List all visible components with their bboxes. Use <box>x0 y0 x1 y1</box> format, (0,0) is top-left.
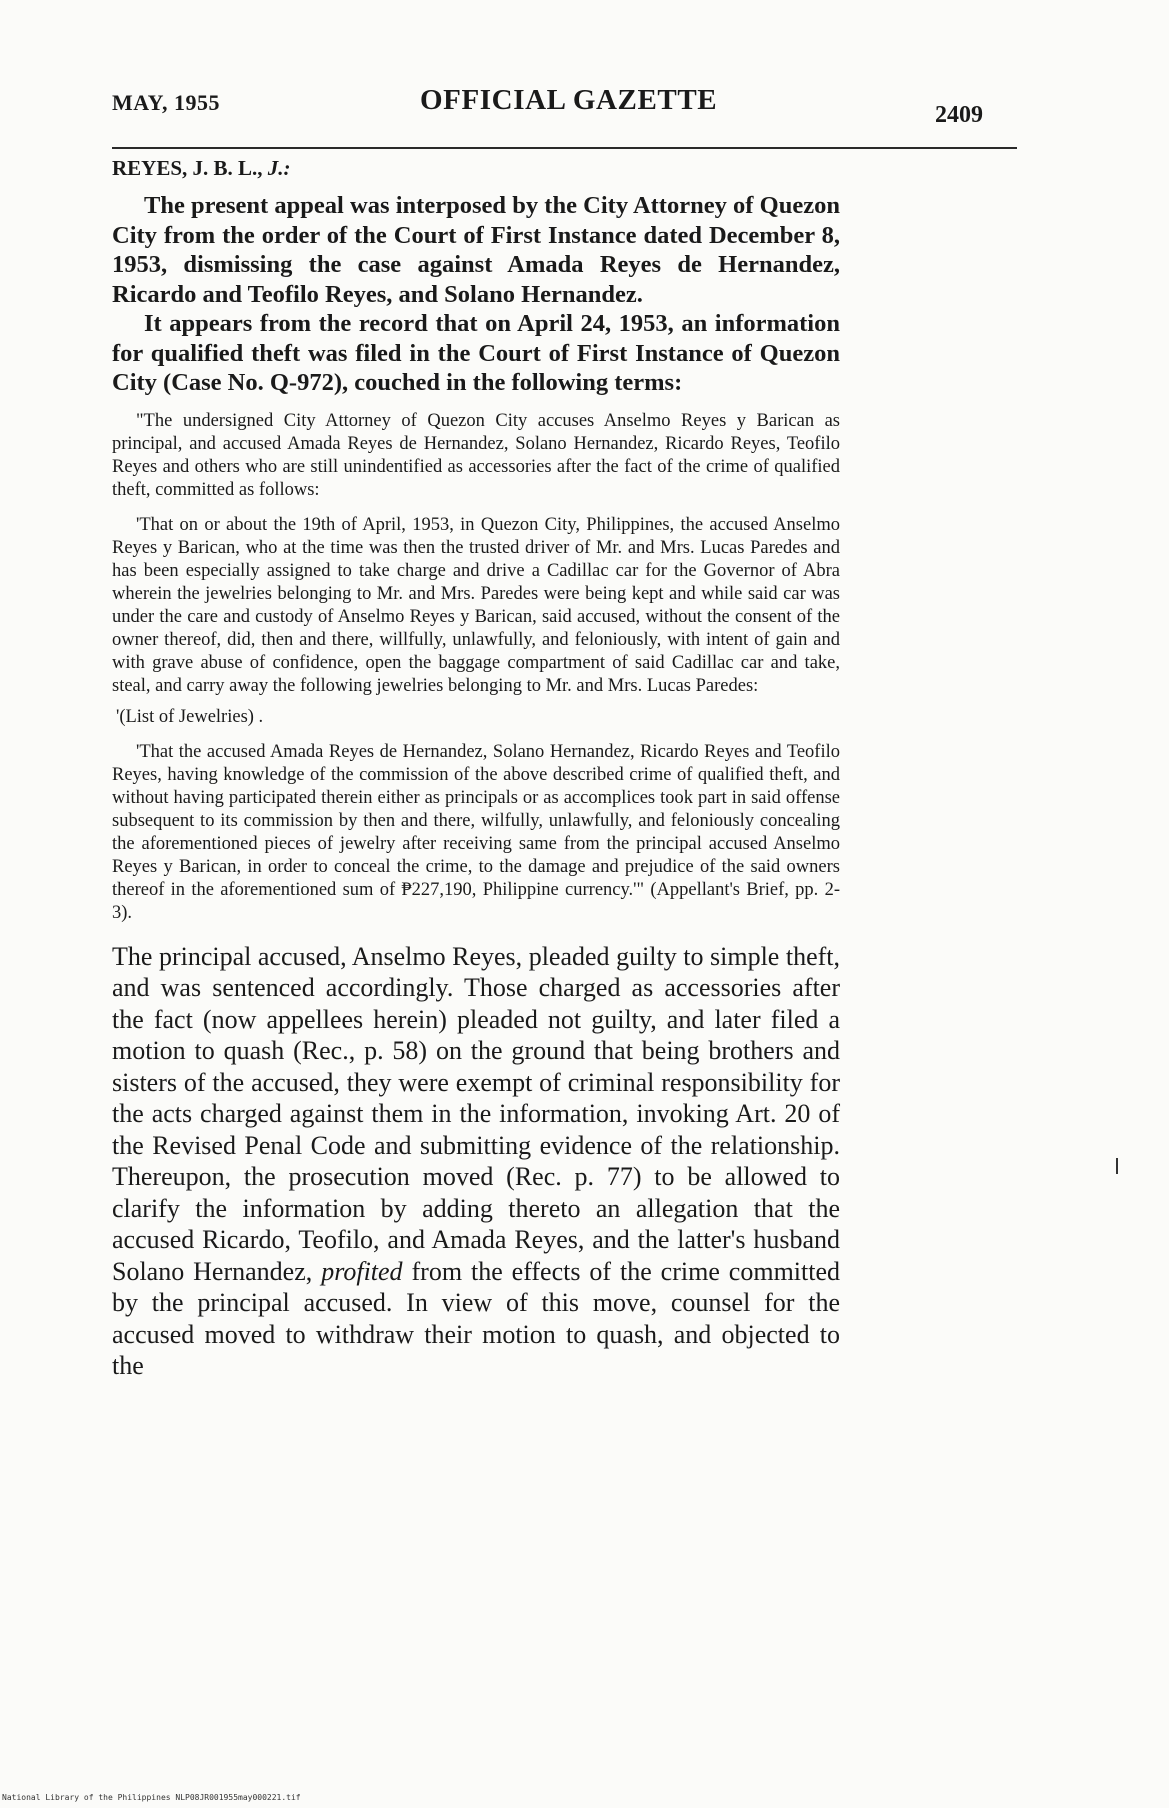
quote-information-intro: "The undersigned City Attorney of Quezon City accuses Anselmo Reyes y Barican as principal, and accused Amada Reyes de Hernandez, Solano Hernandez, Ricardo Reyes, Teofilo Reyes and others who are still unindentified as accessories after the fact of the crime of qualified theft, committed as follows: <box>112 410 840 500</box>
quote-list-of-jewelries: '(List of Jewelries) . <box>116 706 264 727</box>
issue-date: MAY, 1955 <box>112 90 221 115</box>
proceedings-text-b: from the effects of the crime committed by the principal accused. In view of this move, counsel for the accused moved to withdraw their motion to quash, and objected to the <box>112 1256 841 1380</box>
emphasis-profited: profited <box>321 1256 403 1286</box>
paragraph-proceedings <box>112 941 840 1382</box>
page-number: 2409 <box>935 102 983 128</box>
publication-title: OFFICIAL GAZETTE <box>420 84 718 116</box>
justice-byline <box>112 156 840 181</box>
quote-accessories-charge: 'That the accused Amada Reyes de Hernandez, Solano Hernandez, Ricardo Reyes and Teofilo Reyes, having knowledge of the commission of the above described crime of qualified theft, and without having participated therein either as principals or as accomplices took part in said offense subsequent to its commission by then and there, wilfully, unlawfully, and feloniously concealing the aforementioned pieces of jewelry after receiving same from the principal accused Anselmo Reyes y Barican, in order to conceal the crime, to the damage and prejudice of the said owners thereof in the aforementioned sum of ₱227,190, Philippine currency.'" (Appellant's Brief, pp. 2-3). <box>112 741 840 923</box>
scan-footer: National Library of the Philippines NLP08JR001955may000221.tif <box>2 1793 301 1802</box>
page-header <box>0 82 1169 132</box>
paragraph-record: It appears from the record that on April 24, 1953, an information for qualified theft was filed in the Court of First Instance of Quezon City (Case No. Q-972), couched in the following terms: <box>112 310 840 396</box>
header-rule <box>112 147 1017 149</box>
justice-title: J.: <box>267 156 291 180</box>
justice-name: REYES, J. B. L., <box>112 156 263 180</box>
paragraph-appeal: The present appeal was interposed by the City Attorney of Quezon City from the order of the Court of First Instance dated December 8, 1953, dismissing the case against Amada Reyes de Hernandez, Ricardo and Teofilo Reyes, and Solano Hernandez. <box>112 192 840 308</box>
margin-mark <box>1116 1158 1118 1174</box>
quote-principal-charge: 'That on or about the 19th of April, 1953, in Quezon City, Philippines, the accused Anselmo Reyes y Barican, who at the time was then the trusted driver of Mr. and Mrs. Lucas Paredes and has been especially assigned to take charge and drive a Cadillac car for the Governor of Abra wherein the jewelries belonging to Mr. and Mrs. Paredes were being kept and while said car was under the care and custody of Anselmo Reyes y Barican, said accused, without the consent of the owner thereof, did, then and there, willfully, unlawfully, and feloniously, with intent of gain and with grave abuse of confidence, open the baggage compartment of said Cadillac car and take, steal, and carry away the following jewelries belonging to Mr. and Mrs. Lucas Paredes: <box>112 514 840 696</box>
proceedings-text-a: The principal accused, Anselmo Reyes, pleaded guilty to simple theft, and was sentenced accordingly. Those charged as accessories after the fact (now appellees herein) pleaded not guilty, and later filed a motion to quash (Rec., p. 58) on the ground that being brothers and sisters of the accused, they were exempt of criminal responsibility for the acts charged against them in the information, invoking Art. 20 of the Revised Penal Code and submitting evidence of the relationship. Thereupon, the prosecution moved (Rec. p. 77) to be allowed to clarify the information by adding thereto an allegation that the accused Ricardo, Teofilo, and Amada Reyes, and the latter's husband Solano Hernandez, <box>112 941 840 1286</box>
decision-body <box>112 152 840 1382</box>
